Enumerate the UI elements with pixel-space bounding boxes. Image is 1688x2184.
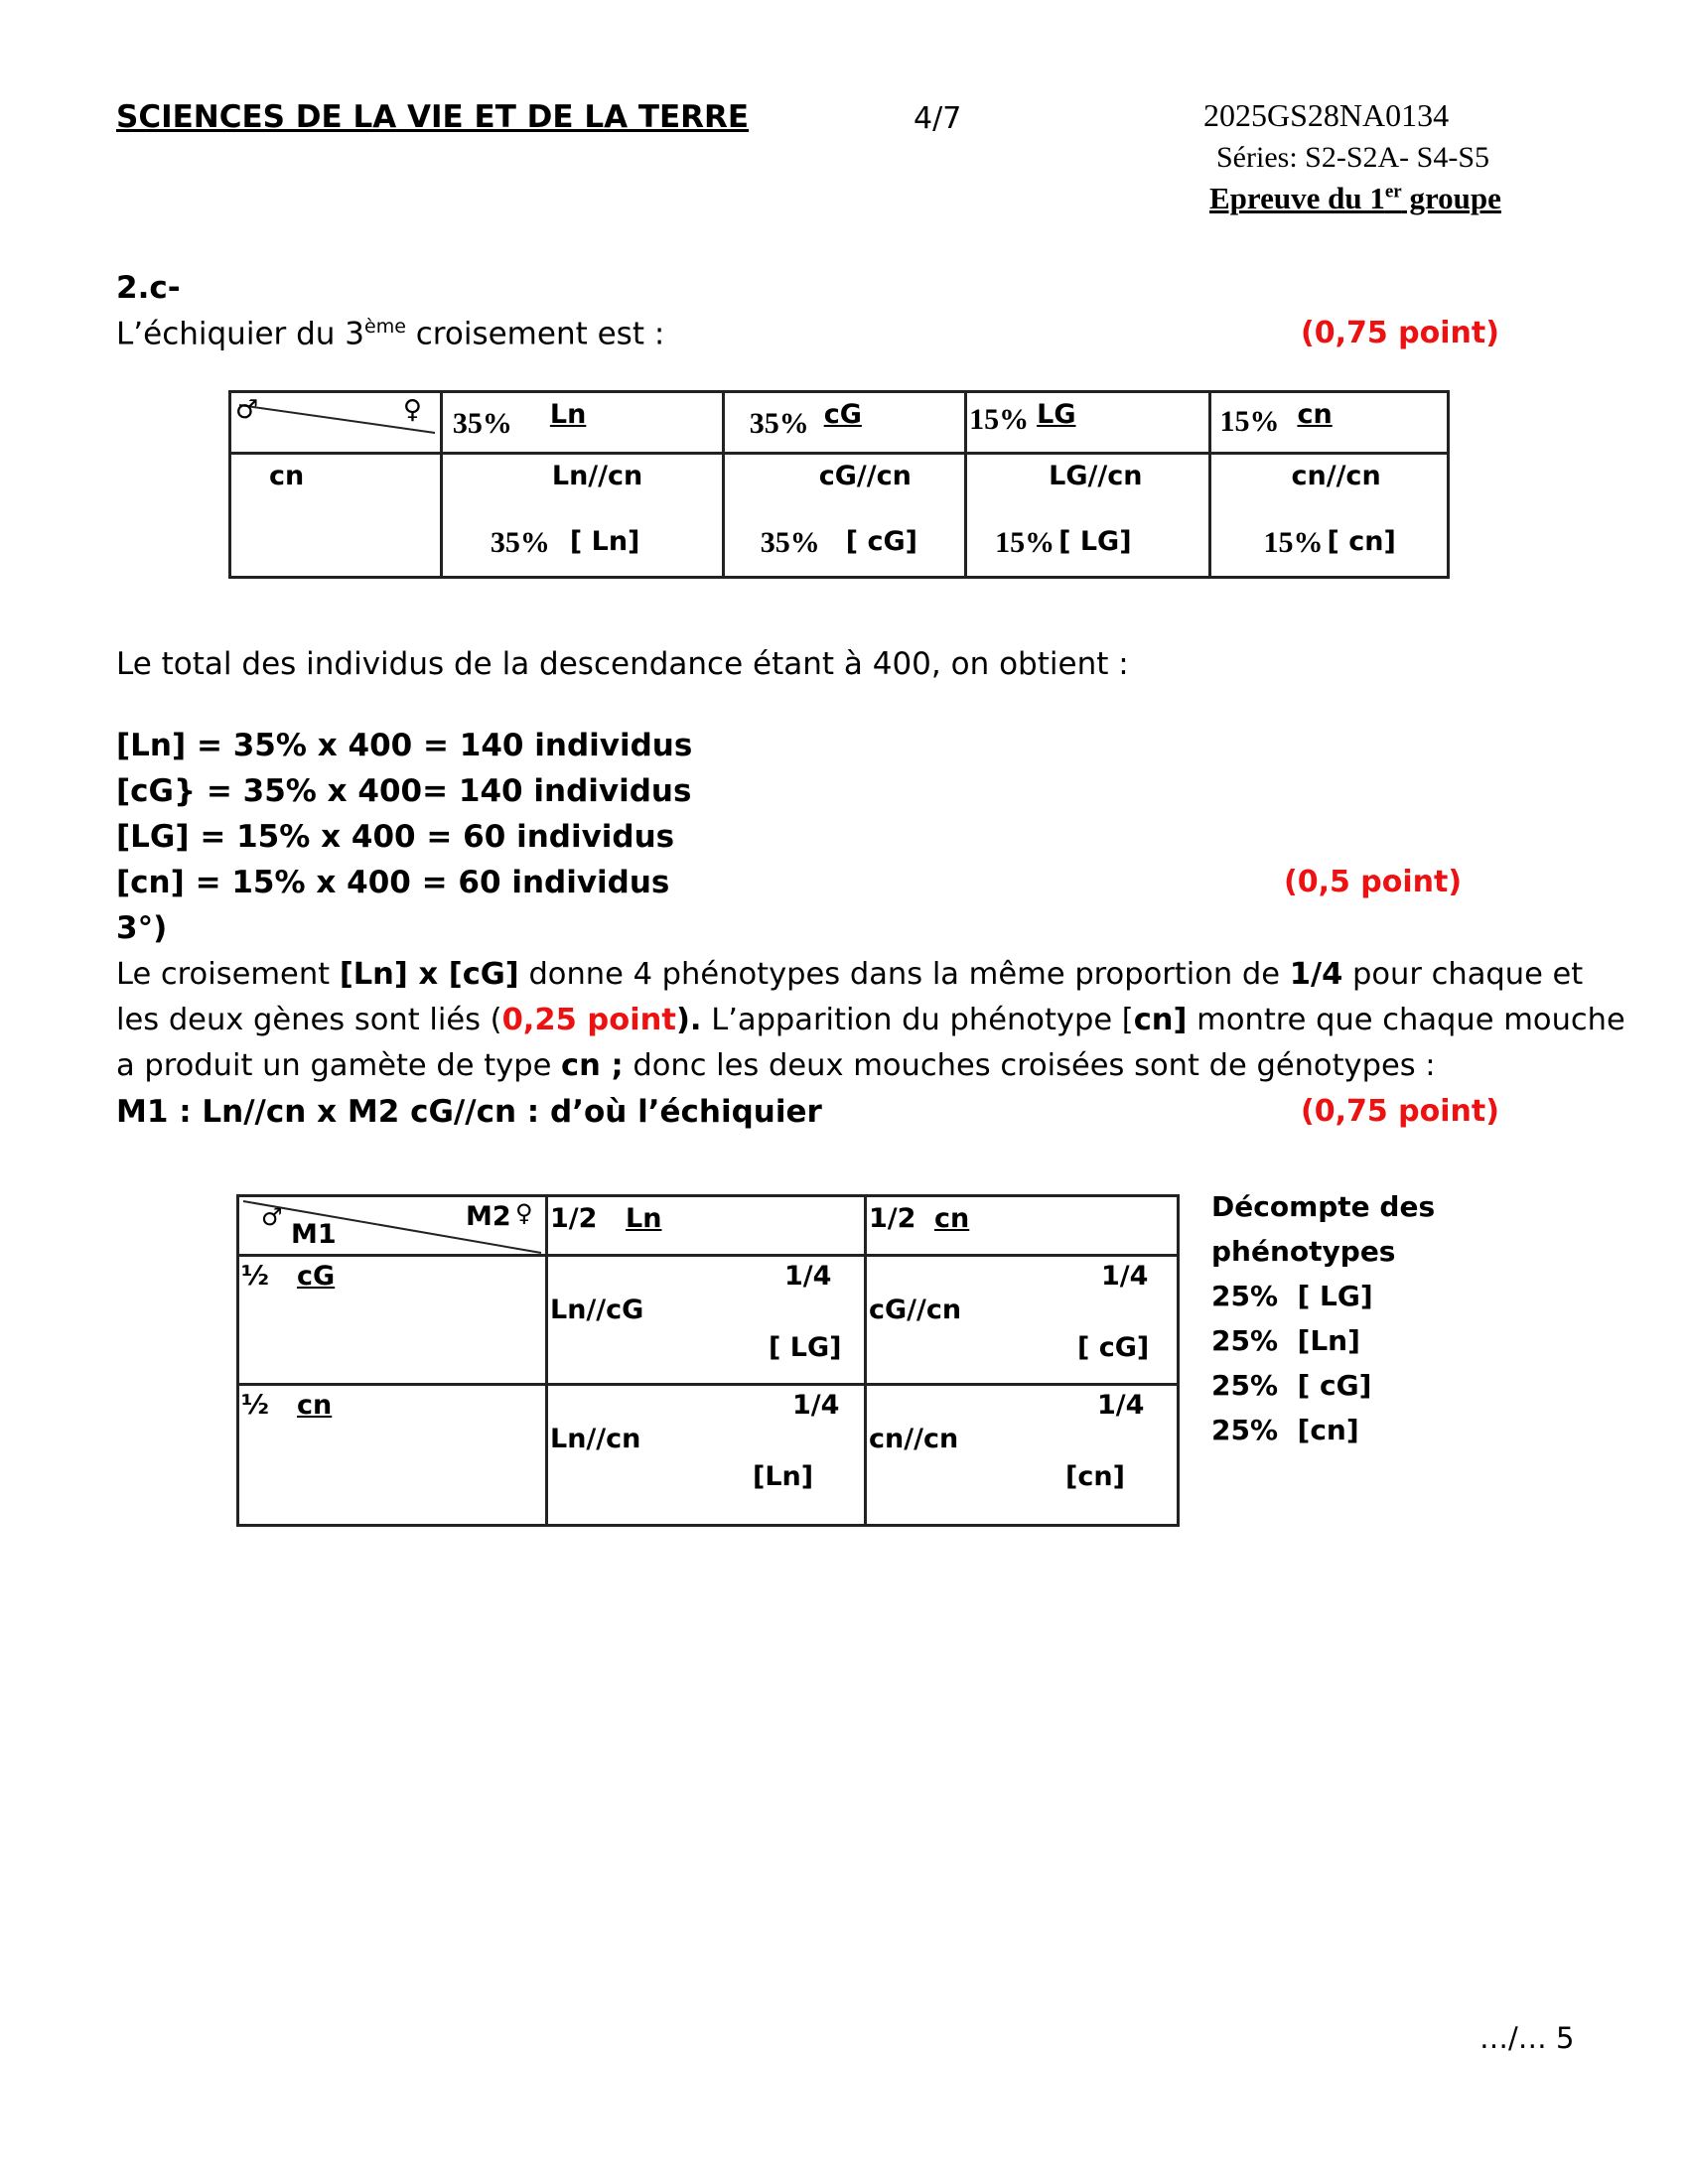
table2-cell: 1/4 cG//cn [ cG] xyxy=(866,1256,1179,1385)
phenotype-count-title: phénotypes xyxy=(1211,1235,1396,1268)
phenotype-count-item: 25% [Ln] xyxy=(1211,1324,1360,1357)
result-line: [cn] = 15% x 400 = 60 individus xyxy=(116,865,670,900)
table1-col-header: 35% cG xyxy=(723,392,965,454)
table1-cell: LG//cn 15% [ LG] xyxy=(966,454,1210,578)
exam-code: 2025GS28NA0134 xyxy=(1203,97,1450,133)
phenotype-count-title: Décompte des xyxy=(1211,1190,1436,1223)
table2-corner-cell xyxy=(238,1196,547,1256)
table1-col-header: 35% Ln xyxy=(441,392,723,454)
phenotype-count xyxy=(1211,1184,1435,1452)
page-number: 4/7 xyxy=(914,101,962,136)
table1-col-header: 15% LG xyxy=(966,392,1210,454)
exam-series: Séries: S2-S2A- S4-S5 xyxy=(1216,141,1490,174)
m1-label: M1 xyxy=(291,1219,337,1250)
table2-col-header: 1/2 Ln xyxy=(547,1196,866,1256)
section-3-paragraph-line: a produit un gamète de type cn ; donc les deux mouches croisées sont de génotypes : xyxy=(116,1048,1436,1083)
phenotype-count-item: 25% [ LG] xyxy=(1211,1280,1373,1312)
m2-label: M2 xyxy=(466,1201,511,1232)
page-footer: …/… 5 xyxy=(1479,2021,1575,2055)
table2-row-header: ½ cG xyxy=(238,1256,547,1385)
exam-group: Epreuve du 1er groupe xyxy=(1209,181,1501,215)
genotypes-line: M1 : Ln//cn x M2 cG//cn : d’où l’échiquier xyxy=(116,1094,822,1130)
points-2c: (0,75 point) xyxy=(1301,316,1499,350)
table2-cell: 1/4 cn//cn [cn] xyxy=(866,1385,1179,1526)
section-heading-2c: 2.c- xyxy=(116,270,181,306)
table2-row-header: ½ cn xyxy=(238,1385,547,1526)
result-line: [LG] = 15% x 400 = 60 individus xyxy=(116,819,675,855)
phenotype-count-item: 25% [cn] xyxy=(1211,1414,1359,1446)
female-symbol: ♀ xyxy=(402,395,422,425)
table1-row-header: cn xyxy=(230,454,442,578)
table2-col-header: 1/2 cn xyxy=(866,1196,1179,1256)
female-symbol: ♀ xyxy=(515,1199,533,1227)
table1-col-header: 15% cn xyxy=(1210,392,1449,454)
table1-corner-cell xyxy=(230,392,442,454)
section-heading-3: 3°) xyxy=(116,910,168,946)
male-symbol: ♂ xyxy=(261,1203,283,1231)
subject-title: SCIENCES DE LA VIE ET DE LA TERRE xyxy=(116,99,750,135)
result-line: [cG} = 35% x 400= 140 individus xyxy=(116,773,692,809)
table2-cell: 1/4 Ln//cn [Ln] xyxy=(547,1385,866,1526)
points-results: (0,5 point) xyxy=(1284,865,1463,899)
cross-table-m1-m2 xyxy=(236,1194,1180,1527)
phenotype-count-item: 25% [ cG] xyxy=(1211,1369,1372,1402)
section-2c-intro: L’échiquier du 3ème croisement est : xyxy=(116,316,665,352)
table2-cell: 1/4 Ln//cG [ LG] xyxy=(547,1256,866,1385)
section-3-paragraph-line: Le croisement [Ln] x [cG] donne 4 phénotypes dans la même proportion de 1/4 pour chaque et xyxy=(116,957,1584,992)
points-section-3: (0,75 point) xyxy=(1301,1094,1499,1129)
total-sentence: Le total des individus de la descendance étant à 400, on obtient : xyxy=(116,646,1129,682)
male-symbol: ♂ xyxy=(235,395,259,425)
cross-table-3 xyxy=(228,390,1450,579)
table1-cell: cn//cn 15% [ cn] xyxy=(1210,454,1449,578)
table1-cell: cG//cn 35% [ cG] xyxy=(723,454,965,578)
section-3-paragraph-line: les deux gènes sont liés (0,25 point). L’apparition du phénotype [cn] montre que chaque mouche xyxy=(116,1003,1625,1037)
result-line: [Ln] = 35% x 400 = 140 individus xyxy=(116,728,693,763)
table1-cell: Ln//cn 35% [ Ln] xyxy=(441,454,723,578)
